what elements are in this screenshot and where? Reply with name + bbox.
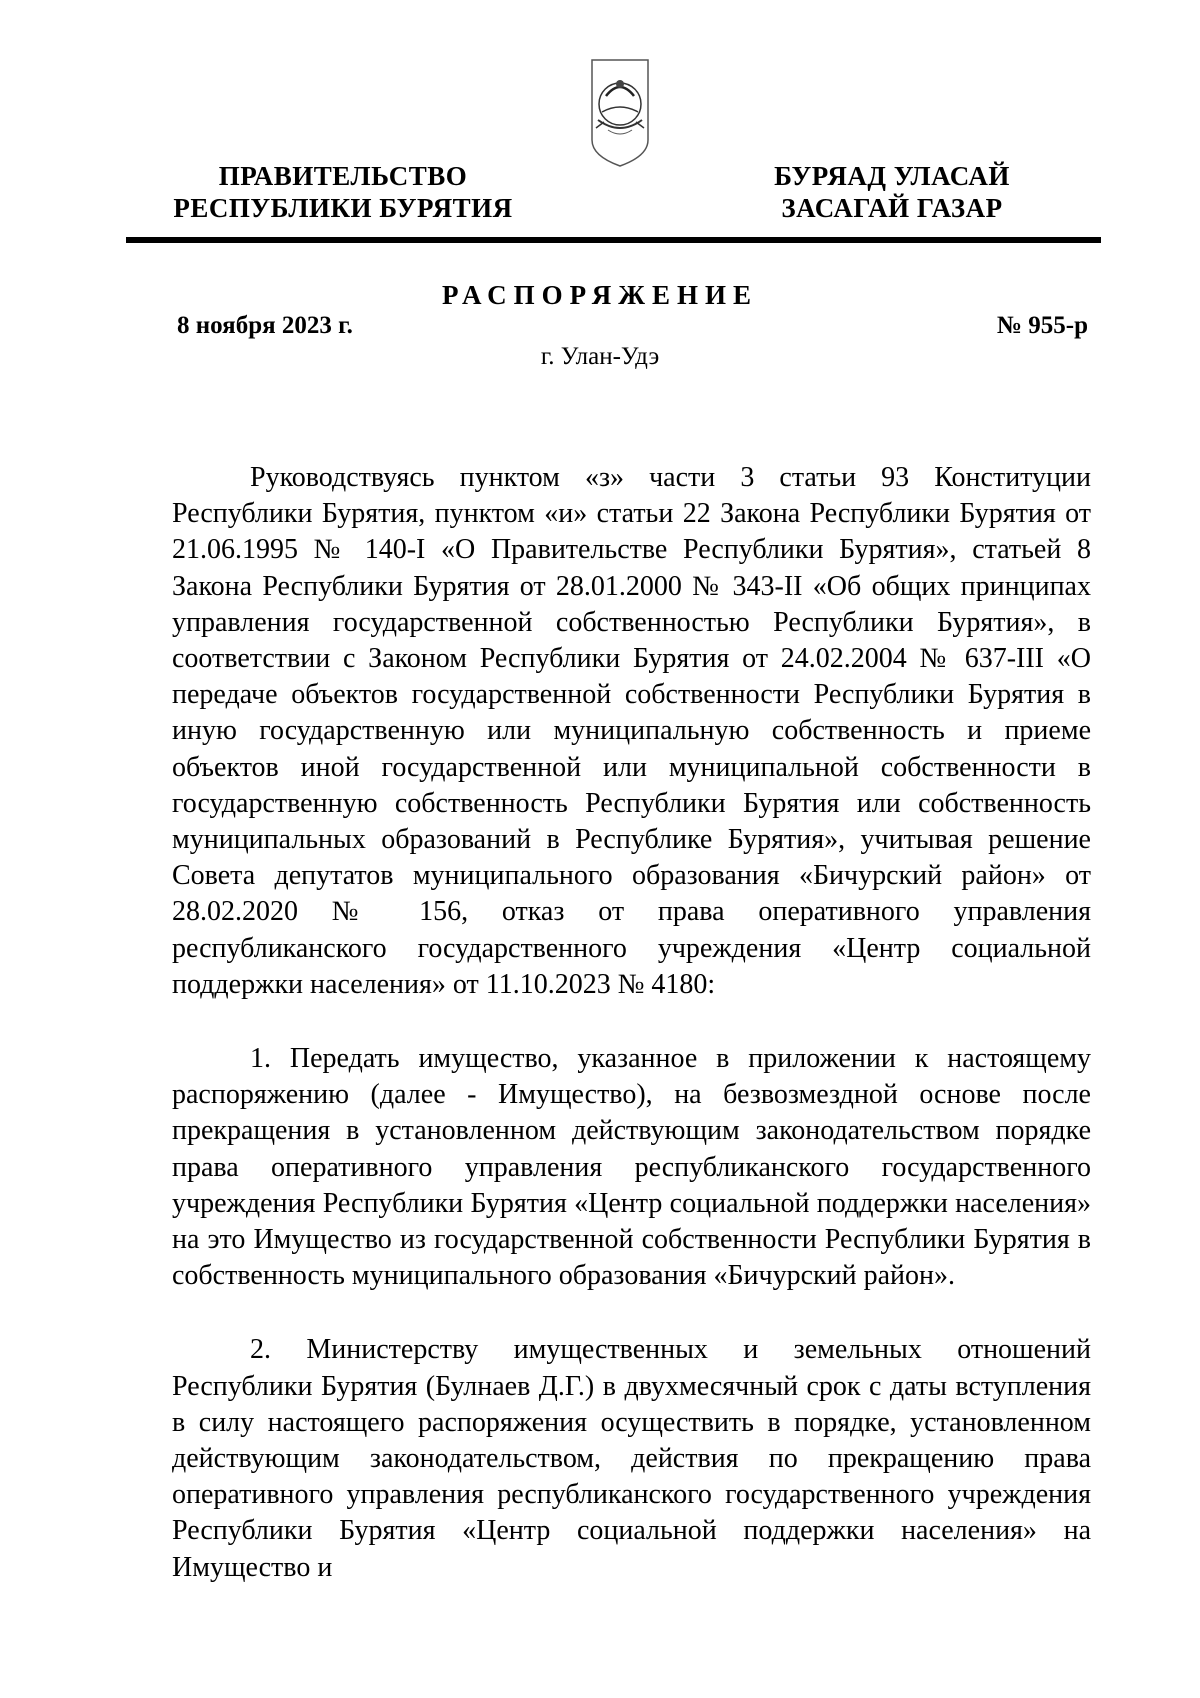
document-type: РАСПОРЯЖЕНИЕ: [441, 280, 759, 310]
document-body: [172, 460, 1091, 1586]
clause-paragraph-1: 1. Передать имущество, указанное в приложении к настоящему распоряжению (далее - Имущество), на безвозмездной основе после прекращения в установленном действующим законодательством порядке права оперативного управления республиканского государственного учреждения Республики Бурятия «Центр социальной поддержки населения» на это Имущество из государственной собственности Республики Бурятия в собственность муниципального образования «Бичурский район».: [172, 1043, 1091, 1292]
org-name-line: РЕСПУБЛИКИ БУРЯТИЯ: [173, 193, 513, 223]
coat-of-arms-buryatia-icon: [588, 56, 652, 168]
org-name-russian: [158, 160, 528, 224]
document-city: г. Улан-Удэ: [540, 343, 660, 370]
document-number: № 955-р: [996, 312, 1088, 339]
org-name-line: ПРАВИТЕЛЬСТВО: [218, 161, 468, 191]
emblem-graphic: [588, 56, 652, 168]
preamble-paragraph: Руководствуясь пунктом «з» части 3 статьи 93 Конституции Республики Бурятия, пунктом «и» статьи 22 Закона Республики Бурятия от 21.06.1995 № 140-I «О Правительстве Республики Бурятия», статьей 8 Закона Республики Бурятия от 28.01.2000 № 343-II «Об общих принципах управления государственной собственностью Республики Бурятия», в соответствии с Законом Республики Бурятия от 24.02.2004 № 637-III «О передаче объектов государственной собственности Республики Бурятия в иную государственную или муниципальную собственность и приеме объектов иной государственной или муниципальной собственности в государственную собственность Республики Бурятия или собственность муниципальных образований в Республике Бурятия», учитывая решение Совета депутатов муниципального образования «Бичурский район» от 28.02.2020 № 156, отказ от права оперативного управления республиканского государственного учреждения «Центр социальной поддержки населения» от 11.10.2023 № 4180:: [172, 462, 1091, 1000]
document-date: 8 ноября 2023 г.: [177, 312, 353, 339]
org-name-line: БУРЯАД УЛАСАЙ: [774, 161, 1010, 191]
header-divider: [126, 237, 1101, 243]
clause-paragraph-2: 2. Министерству имущественных и земельных отношений Республики Бурятия (Булнаев Д.Г.) в двухмесячный срок с даты вступления в силу настоящего распоряжения осуществить в порядке, установленном действующим законодательством, действия по прекращению права оперативного управления республиканского государственного учреждения Республики Бурятия «Центр социальной поддержки населения» на Имущество и: [172, 1334, 1091, 1583]
org-name-line: ЗАСАГАЙ ГАЗАР: [781, 193, 1003, 223]
org-name-buryat: [742, 160, 1042, 224]
